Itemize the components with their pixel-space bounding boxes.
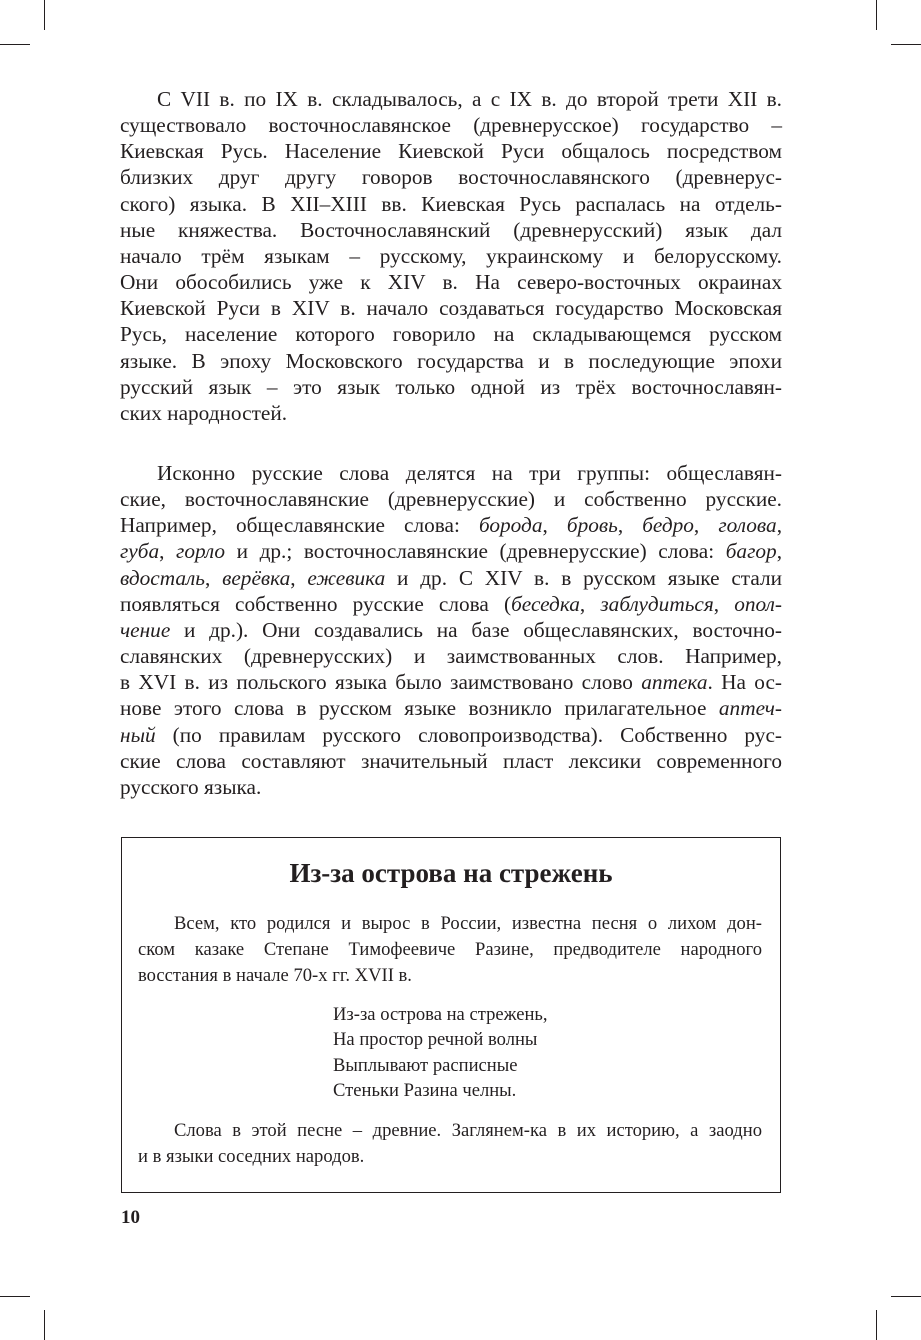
text-run: ,	[776, 513, 783, 538]
text-run: ских народностей.	[120, 400, 288, 425]
italic-example-word: вдосталь	[120, 565, 205, 590]
text-line	[157, 86, 782, 112]
text-run: ные княжества. Восточнославянский (древнерусский) язык дал	[120, 217, 782, 242]
crop-mark	[0, 1296, 30, 1297]
text-run: ,	[204, 565, 223, 590]
text-run: ,	[776, 539, 783, 564]
text-line	[120, 774, 782, 800]
text-line	[120, 138, 782, 164]
text-line	[120, 695, 782, 721]
text-line	[120, 191, 782, 217]
poem-line: Выплывают расписные	[333, 1054, 518, 1076]
text-run: Они обособились уже к XIV в. На северо-восточных окраинах	[120, 270, 782, 295]
italic-example-word: заблудиться	[600, 591, 714, 616]
text-line	[120, 617, 782, 643]
text-line	[120, 591, 782, 617]
italic-example-word: бровь	[566, 513, 618, 538]
text-run: ские слова составляют значительный пласт лексики современного	[120, 748, 782, 773]
box-outro-line: и в языки соседних народов.	[138, 1146, 365, 1167]
poem-line: Из-за острова на стрежень,	[333, 1004, 548, 1025]
text-run: нове этого слова в русском языке возникло прилагательное	[120, 696, 719, 721]
text-run: Киевская Русь. Население Киевской Руси общалось посредством	[120, 139, 782, 164]
box-outro-line: Слова в этой песне – древние. Заглянем-ка в их историю, а заодно	[174, 1120, 762, 1141]
italic-example-word: багор	[725, 539, 777, 564]
text-run: . На ос-	[707, 670, 783, 695]
text-run: ского) языка. В XII–XIII вв. Киевская Русь распалась на отдель-	[120, 191, 782, 216]
crop-mark	[891, 1296, 921, 1297]
italic-example-word: чение	[120, 617, 171, 642]
box-intro-line: Всем, кто родился и вырос в России, известна песня о лихом дон-	[174, 913, 762, 934]
italic-example-word: беседка	[511, 591, 580, 616]
text-run: и др.). Они создавались на базе общеславянских, восточно-	[170, 617, 782, 642]
text-run: и др. С XIV в. в русском языке стали	[385, 565, 783, 590]
text-run: Например, общеславянские слова:	[120, 513, 479, 538]
italic-example-word: верёвка	[222, 565, 291, 590]
text-run: языке. В эпоху Московского государства и в последующие эпохи	[120, 348, 782, 373]
italic-example-word: опол-	[734, 591, 783, 616]
crop-mark	[0, 44, 30, 45]
italic-example-word: ный	[120, 722, 156, 747]
text-run: ,	[542, 513, 567, 538]
text-line	[120, 243, 782, 269]
text-run: ,	[693, 513, 719, 538]
text-line	[120, 565, 782, 591]
text-line	[120, 400, 782, 426]
text-run: ,	[579, 591, 601, 616]
text-run: С VII в. по IX в. складывалось, а с IX в. до второй трети XII в.	[157, 87, 782, 111]
text-line	[120, 164, 782, 190]
text-run: и др.; восточнославянские (древнерусские) слова:	[225, 539, 726, 564]
box-intro-line: ском казаке Степане Тимофеевиче Разине, предводителе народного	[138, 939, 762, 960]
text-run: русский язык – это язык только одной из трёх восточнославян-	[120, 374, 782, 399]
text-run: русского языка.	[120, 774, 262, 799]
page-number: 10	[121, 1207, 140, 1228]
text-run: (по правилам русского словопроизводства). Собственно рус-	[155, 722, 782, 747]
box-intro-line: восстания в начале 70-х гг. XVII в.	[138, 965, 412, 986]
italic-example-word: бедро	[642, 513, 694, 538]
text-line	[120, 321, 782, 347]
text-run: славянских (древнерусских) и заимствованных слов. Например,	[120, 644, 782, 669]
crop-mark	[44, 0, 45, 30]
text-line	[120, 512, 782, 538]
italic-example-word: аптеч-	[718, 696, 782, 721]
crop-mark	[876, 0, 877, 30]
text-run: ские, восточнославянские (древнерусские) и собственно русские.	[120, 487, 782, 512]
text-line	[120, 374, 782, 400]
text-run: ,	[713, 591, 735, 616]
crop-mark	[876, 1310, 877, 1340]
text-run: близких друг другу говоров восточнославянского (древнерус-	[120, 165, 782, 190]
italic-example-word: борода	[478, 513, 543, 538]
italic-example-word: губа	[120, 539, 160, 564]
text-line	[120, 669, 782, 695]
text-line	[120, 538, 782, 564]
crop-mark	[891, 44, 921, 45]
text-run: Киевской Руси в XIV в. начало создаваться государство Московская	[120, 296, 782, 321]
box-title: Из-за острова на стрежень	[289, 858, 613, 888]
text-line	[120, 217, 782, 243]
text-run: ,	[159, 539, 177, 564]
text-run: ,	[617, 513, 643, 538]
text-line	[120, 112, 782, 138]
text-line	[120, 269, 782, 295]
text-line	[120, 643, 782, 669]
text-run: в XVI в. из польского языка было заимствовано слово	[120, 670, 642, 695]
italic-example-word: аптека	[641, 670, 708, 695]
text-line	[120, 722, 782, 748]
italic-example-word: горло	[176, 539, 226, 564]
text-run: Исконно русские слова делятся на три группы: общеславян-	[157, 461, 782, 485]
text-run: ,	[290, 565, 308, 590]
italic-example-word: ежевика	[307, 565, 386, 590]
poem-line: Стеньки Разина челны.	[333, 1079, 517, 1101]
text-run: Русь, население которого говорило на складывающемся русском	[120, 322, 782, 347]
text-run: появляться собственно русские слова (	[120, 591, 512, 616]
text-line	[120, 748, 782, 774]
italic-example-word: голова	[718, 513, 777, 538]
crop-mark	[44, 1310, 45, 1340]
text-line	[120, 295, 782, 321]
text-run: существовало восточнославянское (древнерусское) государство –	[120, 113, 782, 138]
text-run: начало трём языкам – русскому, украинскому и белорусскому.	[120, 243, 782, 268]
text-line	[157, 460, 782, 486]
text-line	[120, 486, 782, 512]
poem-line: На простор речной волны	[333, 1029, 538, 1051]
text-line	[120, 348, 782, 374]
